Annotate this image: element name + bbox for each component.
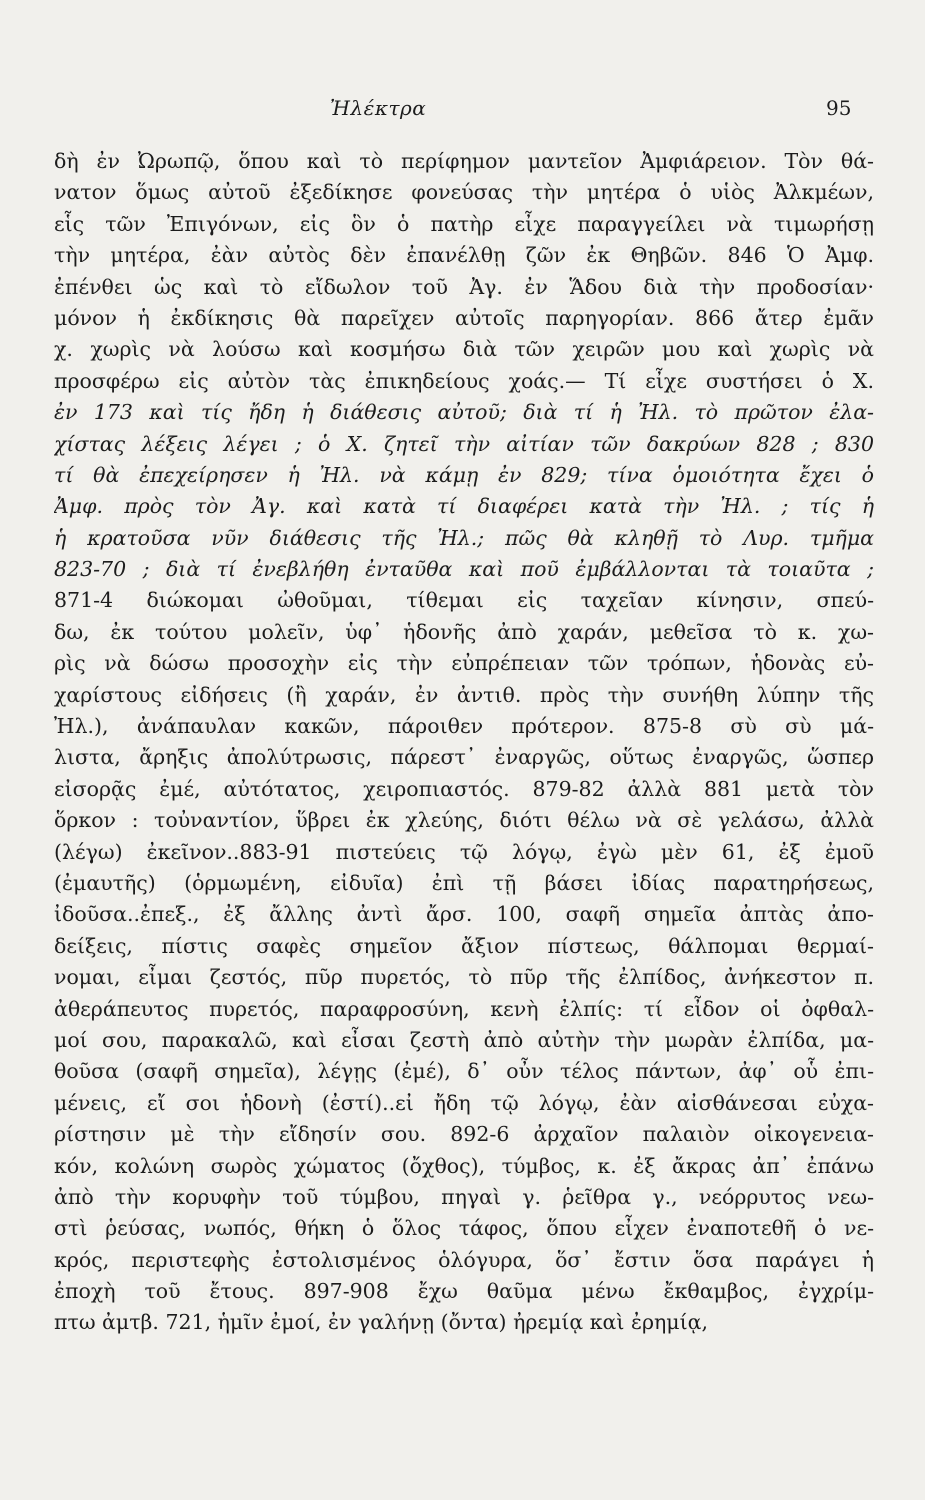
text-line: ἐποχὴ τοῦ ἔτους. 897-908 ἔχω θαῦμα μένω ἔκθαμβος, ἐγχρίμ- <box>54 1279 874 1304</box>
text-line: χίστας λέξεις λέγει ; ὁ Χ. ζητεῖ τὴν αἰτίαν τῶν δακρύων 828 ; 830 <box>54 431 874 456</box>
text-line: κρός, περιστεφὴς ἐστολισμένος ὁλόγυρα, ὅσ᾽ ἔστιν ὅσα παράγει ἡ <box>54 1247 874 1272</box>
text-line: μένεις, εἴ σοι ἡδονὴ (ἐστί)..εἰ ἤδη τῷ λόγῳ, ἐὰν αἰσθάνεσαι εὐχα- <box>54 1090 874 1115</box>
text-line: εἰσορᾷς ἐμέ, αὐτότατος, χειροπιαστός. 879-82 ἀλλὰ 881 μετὰ τὸν <box>54 776 874 801</box>
text-line: δὴ ἐν Ὠρωπῷ, ὅπου καὶ τὸ περίφημον μαντεῖον Ἀμφιάρειον. Τὸν θά- <box>54 149 874 173</box>
text-line: χαρίστους εἰδήσεις (ἢ χαράν, ἐν ἀντιθ. πρὸς τὴν συνήθη λύπην τῆς <box>54 682 874 707</box>
text-line: μοί σου, παρακαλῶ, καὶ εἶσαι ζεστὴ ἀπὸ αὐτὴν τὴν μωρὰν ἐλπίδα, μα- <box>54 1027 874 1052</box>
text-line: 871-4 διώκομαι ὠθοῦμαι, τίθεμαι εἰς ταχεῖαν κίνησιν, σπεύ- <box>54 588 874 613</box>
text-line: τί θὰ ἐπεχείρησεν ἡ Ἠλ. νὰ κάμῃ ἐν 829; τίνα ὁμοιότητα ἔχει ὁ <box>54 462 874 487</box>
running-head <box>0 96 925 126</box>
text-line: θοῦσα (σαφῆ σημεῖα), λέγῃς (ἐμέ), δ᾽ οὖν τέλος πάντων, ἀφ᾽ οὗ ἐπι- <box>54 1059 874 1084</box>
text-line: ἰδοῦσα..ἐπεξ., ἐξ ἄλλης ἀντὶ ἄρσ. 100, σαφῆ σημεῖα ἀπτὰς ἀπο- <box>54 902 874 927</box>
page-number: 95 <box>826 96 852 120</box>
text-line: νατον ὅμως αὐτοῦ ἐξεδίκησε φονεύσας τὴν μητέρα ὁ υἱὸς Ἀλκμέων, <box>54 180 874 205</box>
text-line: λιστα, ἄρηξις ἀπολύτρωσις, πάρεστ᾽ ἐναργῶς, οὕτως ἐναργῶς, ὥσπερ <box>54 745 874 770</box>
commentary-text <box>54 146 874 1339</box>
text-line: ρὶς νὰ δώσω προσοχὴν εἰς τὴν εὐπρέπειαν τῶν τρόπων, ἡδονὰς εὐ- <box>54 651 874 676</box>
text-line: ὅρκον : τοὐναντίον, ὕβρει ἐκ χλεύης, διότι θέλω νὰ σὲ γελάσω, ἀλλὰ <box>54 808 874 833</box>
text-line: χ. χωρὶς νὰ λούσω καὶ κοσμήσω διὰ τῶν χειρῶν μου καὶ χωρὶς νὰ <box>54 337 874 362</box>
text-line: ἀθεράπευτος πυρετός, παραφροσύνη, κενὴ ἐλπίς: τί εἶδον οἱ ὀφθαλ- <box>54 996 874 1021</box>
text-line: ἐν 173 καὶ τίς ἤδη ἡ διάθεσις αὐτοῦ; διὰ τί ἡ Ἠλ. τὸ πρῶτον ἐλα- <box>54 400 874 425</box>
running-title: Ἠλέκτρα <box>330 96 427 120</box>
text-line: (ἐμαυτῆς) (ὁρμωμένη, εἰδυῖα) ἐπὶ τῇ βάσει ἰδίας παρατηρήσεως, <box>54 870 874 895</box>
text-line: 823-70 ; διὰ τί ἐνεβλήθη ἐνταῦθα καὶ ποῦ ἐμβάλλονται τὰ τοιαῦτα ; <box>54 557 874 582</box>
text-line: στὶ ῥεύσας, νωπός, θήκη ὁ ὅλος τάφος, ὅπου εἶχεν ἐναποτεθῆ ὁ νε- <box>54 1216 874 1241</box>
text-line: ἡ κρατοῦσα νῦν διάθεσις τῆς Ἠλ.; πῶς θὰ κληθῇ τὸ Λυρ. τμῆμα <box>54 525 874 550</box>
text-line: ἀπὸ τὴν κορυφὴν τοῦ τύμβου, πηγαὶ γ. ῥεῖθρα γ., νεόρρυτος νεω- <box>54 1184 874 1209</box>
text-line: κόν, κολώνη σωρὸς χώματος (ὄχθος), τύμβος, κ. ἐξ ἄκρας ἀπ᾽ ἐπάνω <box>54 1153 874 1178</box>
text-line: δω, ἐκ τούτου μολεῖν, ὑφ᾽ ἡδονῆς ἀπὸ χαράν, μεθεῖσα τὸ κ. χω- <box>54 619 874 644</box>
text-line: Ἠλ.), ἀνάπαυλαν κακῶν, πάροιθεν πρότερον. 875-8 σὺ σὺ μά- <box>54 714 874 739</box>
text-line: δείξεις, πίστις σαφὲς σημεῖον ἄξιον πίστεως, θάλπομαι θερμαί- <box>54 933 874 958</box>
text-line: πτω ἀμτβ. 721, ἡμῖν ἐμοί, ἐν γαλήνῃ (ὄντα) ἠρεμίᾳ καὶ ἐρημίᾳ, <box>54 1310 709 1335</box>
text-line: (λέγω) ἐκεῖνον..883-91 πιστεύεις τῷ λόγῳ, ἐγὼ μὲν 61, ἐξ ἐμοῦ <box>54 839 874 864</box>
text-line: ἐπένθει ὡς καὶ τὸ εἴδωλον τοῦ Ἀγ. ἐν Ἅδου διὰ τὴν προδοσίαν· <box>54 274 874 299</box>
text-line: προσφέρω εἰς αὐτὸν τὰς ἐπικηδείους χοάς.— Τί εἶχε συστήσει ὁ Χ. <box>54 368 874 393</box>
text-line: τὴν μητέρα, ἐὰν αὐτὸς δὲν ἐπανέλθῃ ζῶν ἐκ Θηβῶν. 846 Ὁ Ἀμφ. <box>54 243 874 268</box>
text-line: εἷς τῶν Ἐπιγόνων, εἰς ὃν ὁ πατὴρ εἶχε παραγγείλει νὰ τιμωρήσῃ <box>54 211 874 236</box>
text-line: ρίστησιν μὲ τὴν εἴδησίν σου. 892-6 ἀρχαῖον παλαιὸν οἰκογενεια- <box>54 1122 874 1147</box>
text-line: Ἀμφ. πρὸς τὸν Ἀγ. καὶ κατὰ τί διαφέρει κατὰ τὴν Ἠλ. ; τίς ἡ <box>54 494 874 519</box>
text-line: νομαι, εἶμαι ζεστός, πῦρ πυρετός, τὸ πῦρ τῆς ἐλπίδος, ἀνήκεστον π. <box>54 965 874 990</box>
text-line: μόνον ἡ ἐκδίκησις θὰ παρεῖχεν αὐτοῖς παρηγορίαν. 866 ἄτερ ἐμᾶν <box>54 305 874 330</box>
